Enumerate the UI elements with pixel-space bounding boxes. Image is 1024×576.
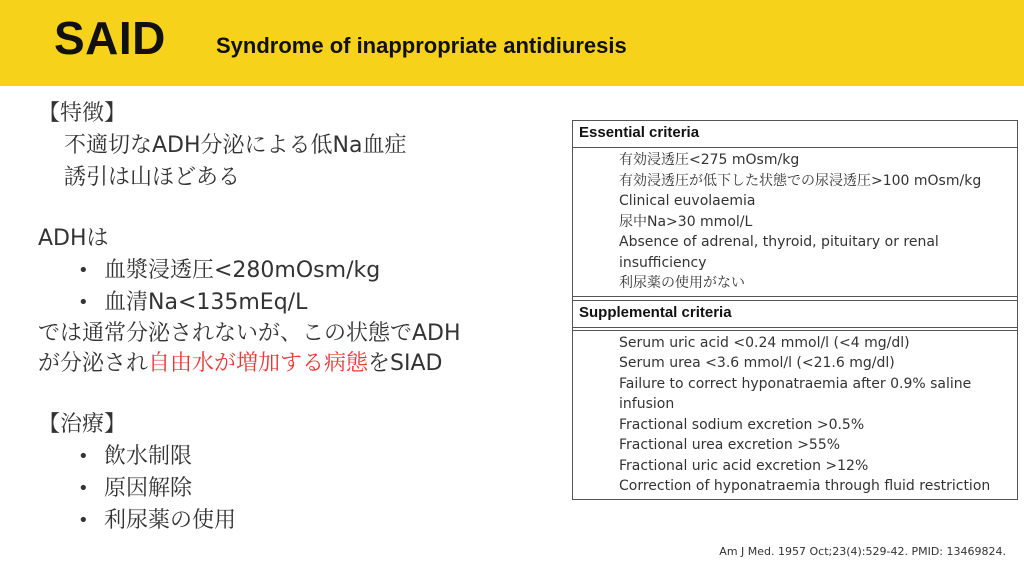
treatment-bullet-1: • 飲水制限	[104, 441, 192, 473]
supplemental-item: Failure to correct hyponatraemia after 0.9% saline infusion	[619, 375, 972, 412]
essential-item: Absence of adrenal, thyroid, pituitary or renal insufficiency	[619, 234, 939, 271]
essential-item: 利尿薬の使用がない	[619, 275, 745, 291]
adh-intro: ADHは	[38, 226, 109, 251]
essential-criteria-list	[573, 148, 1017, 296]
supplemental-item: Serum uric acid <0.24 mmol/l (<4 mg/dl)	[619, 334, 910, 351]
features-line-2: 誘引は山ほどある	[64, 165, 241, 190]
supplemental-item: Correction of hyponatraemia through fluid restriction	[619, 478, 991, 494]
supplemental-criteria-heading: Supplemental criteria	[573, 301, 1017, 328]
adh-line-2-suffix: をSIAD	[368, 351, 443, 376]
supplemental-item: Serum urea <3.6 mmol/l (<21.6 mg/dl)	[619, 355, 895, 371]
essential-item: 有効浸透圧が低下した状態での尿浸透圧>100 mOsm/kg	[619, 172, 982, 189]
treatment-bullet-3: • 利尿薬の使用	[104, 505, 236, 537]
slide-title: SAID	[54, 12, 166, 64]
adh-line-1: では通常分泌されないが、この状態でADH	[38, 321, 461, 346]
adh-line-2	[38, 348, 442, 380]
adh-bullet-1: • 血漿浸透圧<280mOsm/kg	[104, 255, 380, 287]
slide-subtitle: Syndrome of inappropriate antidiuresis	[216, 33, 627, 58]
treatment-bullet-2: • 原因解除	[104, 473, 192, 505]
adh-line-2-prefix: が分泌され	[38, 351, 149, 376]
adh-line-2-highlight: 自由水が増加する病態	[148, 351, 369, 376]
title-banner	[0, 0, 1024, 86]
essential-item: 尿中Na>30 mmol/L	[619, 213, 753, 230]
essential-item: 有効浸透圧<275 mOsm/kg	[619, 152, 800, 168]
features-line-1: 不適切なADH分泌による低Na血症	[64, 133, 407, 158]
supplemental-item: Fractional sodium excretion >0.5%	[619, 416, 865, 433]
essential-item: Clinical euvolaemia	[619, 193, 756, 209]
supplemental-criteria-list	[573, 331, 1017, 499]
supplemental-item: Fractional uric acid excretion >12%	[619, 457, 869, 474]
essential-criteria-heading: Essential criteria	[573, 121, 1017, 148]
features-heading: 【特徴】	[38, 101, 127, 126]
citation: Am J Med. 1957 Oct;23(4):529-42. PMID: 13469824.	[719, 545, 1006, 558]
treatment-heading: 【治療】	[38, 412, 127, 437]
supplemental-item: Fractional urea excretion >55%	[619, 437, 841, 453]
criteria-table	[572, 120, 1018, 500]
adh-bullet-2: • 血清Na<135mEq/L	[104, 287, 307, 319]
